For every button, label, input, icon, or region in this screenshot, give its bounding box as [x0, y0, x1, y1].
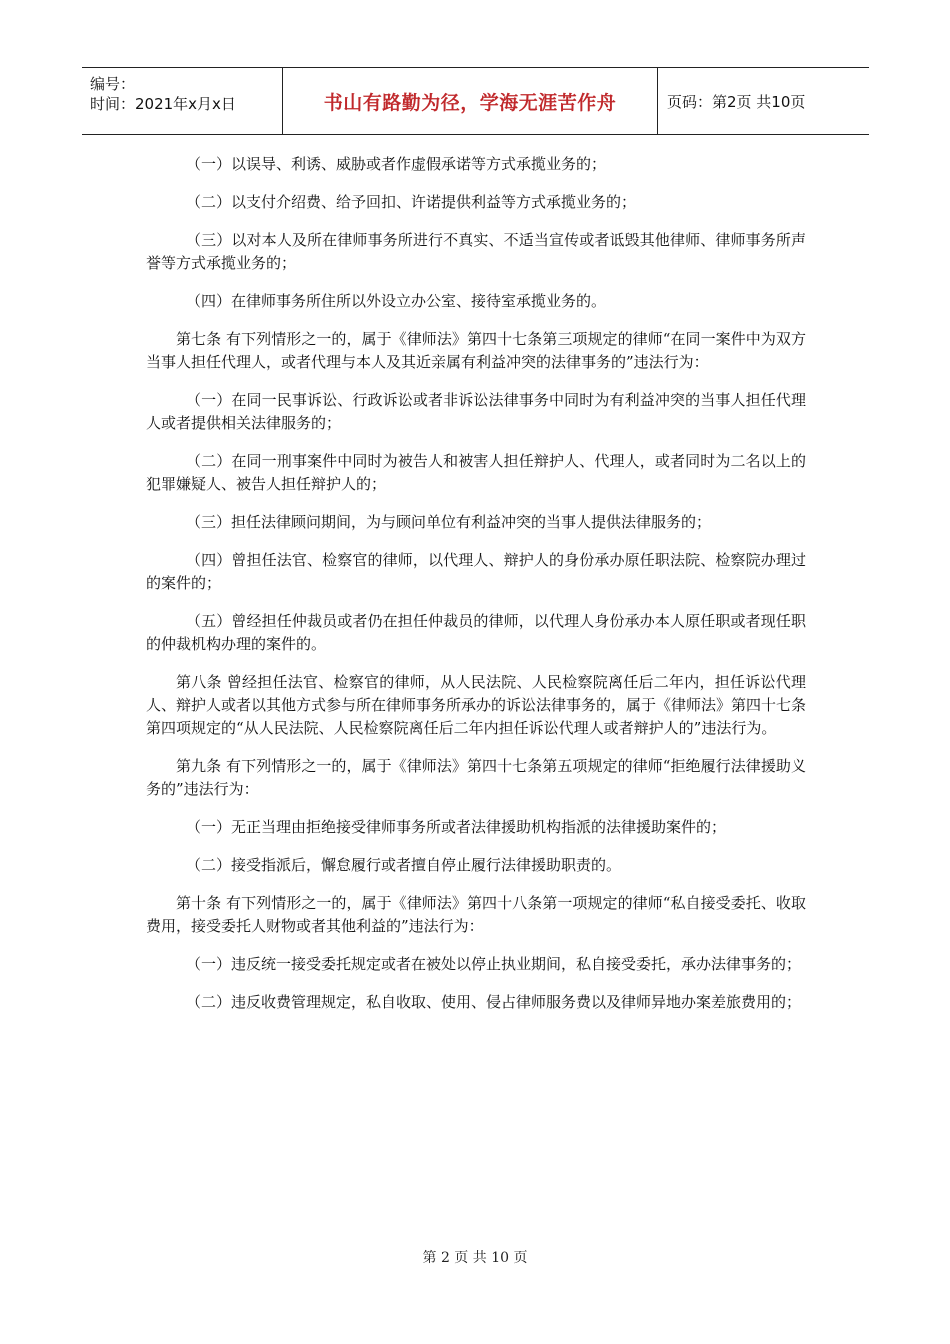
clause-paragraph: （二）接受指派后，懈怠履行或者擅自停止履行法律援助职责的。: [186, 856, 622, 874]
header-page-number: 页码：第2页 共10页: [667, 92, 806, 111]
page-footer: 第 2 页 共 10 页: [422, 1250, 528, 1266]
document-body: [146, 153, 806, 1029]
clause-paragraph: （四）在律师事务所住所以外设立办公室、接待室承揽业务的。: [186, 292, 607, 310]
clause-paragraph: （一）无正当理由拒绝接受律师事务所或者法律援助机构指派的法律援助案件的；: [186, 818, 727, 836]
clause-paragraph: （二）违反收费管理规定，私自收取、使用、侵占律师服务费以及律师异地办案差旅费用的；: [186, 993, 802, 1011]
clause-paragraph: （三）担任法律顾问期间，为与顾问单位有利益冲突的当事人提供法律服务的；: [186, 513, 712, 531]
article-paragraph: 第九条 有下列情形之一的，属于《律师法》第四十七条第五项规定的律师“拒绝履行法律援助义务的”违法行为：: [146, 757, 806, 798]
clause-paragraph: （二）以支付介绍费、给予回扣、许诺提供利益等方式承揽业务的；: [186, 193, 637, 211]
clause-paragraph: （一）在同一民事诉讼、行政诉讼或者非诉讼法律事务中同时为有利益冲突的当事人担任代理人或者提供相关法律服务的；: [146, 391, 806, 432]
clause-paragraph: （五）曾经担任仲裁员或者仍在担任仲裁员的律师，以代理人身份承办本人原任职或者现任职的仲裁机构办理的案件的。: [146, 612, 806, 653]
header-info-cell: [82, 68, 283, 134]
article-paragraph: 第七条 有下列情形之一的，属于《律师法》第四十七条第三项规定的律师“在同一案件中为双方当事人担任代理人，或者代理与本人及其近亲属有利益冲突的法律事务的”违法行为：: [146, 330, 806, 371]
document-date-label: 时间：2021年x月x日: [90, 95, 236, 113]
clause-paragraph: （一）以误导、利诱、威胁或者作虚假承诺等方式承揽业务的；: [186, 155, 607, 173]
page-header: [82, 67, 869, 135]
article-paragraph: 第八条 曾经担任法官、检察官的律师，从人民法院、人民检察院离任后二年内，担任诉讼代理人、辩护人或者以其他方式参与所在律师事务所承办的诉讼法律事务的，属于《律师法》第四十七条第四项规定的“从人民法院、人民检察院离任后二年内担任诉讼代理人或者辩护人的”违法行为。: [146, 673, 807, 737]
clause-paragraph: （四）曾担任法官、检察官的律师，以代理人、辩护人的身份承办原任职法院、检察院办理过的案件的；: [146, 551, 806, 592]
clause-paragraph: （三）以对本人及所在律师事务所进行不真实、不适当宣传或者诋毁其他律师、律师事务所声誉等方式承揽业务的；: [146, 231, 806, 272]
header-motto: 书山有路勤为径，学海无涯苦作舟: [283, 68, 658, 134]
article-paragraph: 第十条 有下列情形之一的，属于《律师法》第四十八条第一项规定的律师“私自接受委托、收取费用，接受委托人财物或者其他利益的”违法行为：: [146, 894, 806, 935]
clause-paragraph: （一）违反统一接受委托规定或者在被处以停止执业期间，私自接受委托，承办法律事务的；: [186, 955, 802, 973]
clause-paragraph: （二）在同一刑事案件中同时为被告人和被害人担任辩护人、代理人，或者同时为二名以上的犯罪嫌疑人、被告人担任辩护人的；: [146, 452, 806, 493]
document-number-label: 编号：: [90, 75, 136, 93]
